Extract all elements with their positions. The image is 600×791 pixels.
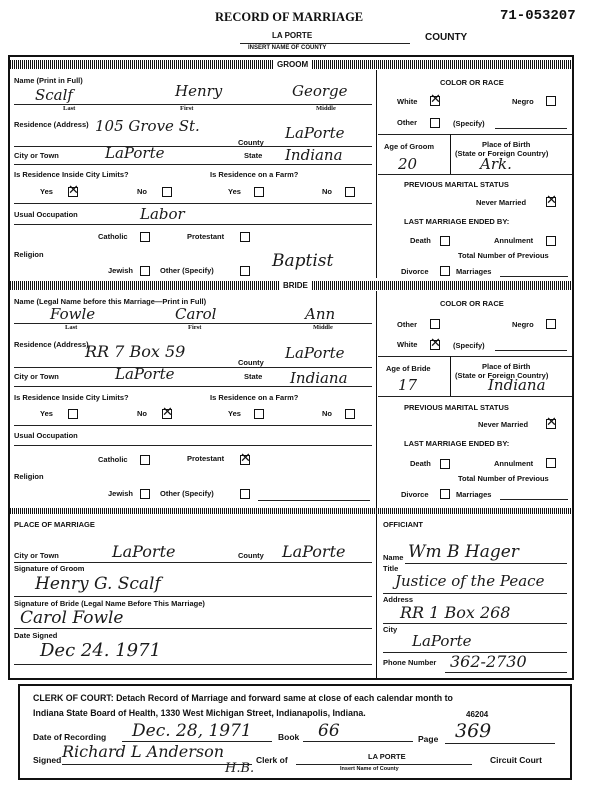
bride-race-bottom [378, 356, 572, 357]
bride-first-sub: First [188, 324, 202, 331]
groom-never-married-label: Never Married [476, 198, 527, 207]
groom-divorce-checkbox[interactable] [440, 266, 450, 276]
groom-middle-sub: Middle [316, 105, 336, 112]
place-city-line [14, 562, 372, 563]
groom-white-checkbox[interactable] [430, 96, 440, 106]
book-label: Book [278, 732, 300, 742]
bride-farm-label: Is Residence on a Farm? [210, 393, 299, 402]
bride-middle: Ann [305, 305, 336, 323]
bride-divorce-checkbox[interactable] [440, 489, 450, 499]
bride-farm-no-label: No [322, 409, 332, 418]
groom-specify-line [495, 128, 567, 129]
bride-divider [376, 291, 377, 509]
page-line [445, 743, 555, 744]
sig-groom-line [14, 596, 372, 597]
clerk-county-line [296, 764, 472, 765]
sig-groom-label: Signature of Groom [14, 564, 85, 573]
groom-last: Scalf [35, 86, 73, 104]
signed-label: Signed [33, 755, 62, 765]
groom-white-label: White [397, 97, 418, 106]
groom-city-label: City or Town [14, 151, 59, 160]
bride-birth-sub: (State or Foreign Country) [455, 371, 549, 380]
groom-protestant-label: Protestant [187, 232, 225, 241]
bride-city: LaPorte [115, 365, 175, 383]
officiant-address: RR 1 Box 268 [400, 603, 511, 622]
groom-race-label: COLOR OR RACE [440, 78, 504, 87]
clerk-signature: Richard L Anderson [62, 742, 225, 761]
groom-banner: GROOM [274, 60, 311, 69]
officiant-phone: 362-2730 [450, 652, 527, 671]
groom-last-ended-label: LAST MARRIAGE ENDED BY: [404, 217, 510, 226]
bride-annulment-checkbox[interactable] [546, 458, 556, 468]
bride-city-line [14, 386, 372, 387]
groom-occupation: Labor [140, 205, 185, 223]
groom-other-checkbox[interactable] [240, 266, 250, 276]
bride-age: 17 [398, 376, 418, 394]
groom-birth-label: Place of Birth [482, 140, 531, 149]
officiant-name-line [405, 563, 567, 564]
sig-bride-line [14, 628, 372, 629]
groom-age-label: Age of Groom [384, 142, 434, 151]
groom-first-sub: First [180, 105, 194, 112]
groom-death-label: Death [410, 236, 431, 245]
groom-age: 20 [398, 155, 418, 173]
groom-farm-no-checkbox[interactable] [345, 187, 355, 197]
groom-state: Indiana [285, 146, 343, 164]
bride-birth-label: Place of Birth [482, 362, 531, 371]
bride-address: RR 7 Box 59 [85, 342, 186, 361]
groom-address: 105 Grove St. [95, 117, 200, 135]
groom-marriages-line [500, 276, 568, 277]
bride-specify-label: (Specify) [453, 341, 485, 350]
officiant-address-label: Address [383, 595, 414, 604]
bride-occ-line [14, 445, 372, 446]
county-label: COUNTY [425, 32, 468, 43]
officiant-title: Justice of the Peace [395, 572, 545, 590]
groom-divider [376, 70, 377, 278]
bride-farm-no-checkbox[interactable] [345, 409, 355, 419]
bride-county: LaPorte [285, 344, 345, 362]
bride-occupation-label: Usual Occupation [14, 431, 78, 440]
groom-jewish-checkbox[interactable] [140, 266, 150, 276]
bride-race-label: COLOR OR RACE [440, 299, 504, 308]
bride-catholic-label: Catholic [98, 455, 128, 464]
sig-bride: Carol Fowle [20, 608, 124, 628]
officiant-city: LaPorte [412, 632, 472, 650]
circuit-court-label: Circuit Court [490, 755, 542, 765]
groom-state-label: State [244, 151, 263, 160]
book-line [303, 741, 413, 742]
bride-catholic-checkbox[interactable] [140, 455, 150, 465]
groom-annulment-checkbox[interactable] [546, 236, 556, 246]
bride-age-label: Age of Bride [386, 364, 431, 373]
place-county: LaPorte [282, 542, 346, 561]
groom-middle: George [292, 82, 348, 100]
groom-city: LaPorte [105, 144, 165, 162]
bride-marriages-label: Marriages [456, 490, 492, 499]
bride-divorce-label: Divorce [401, 490, 429, 499]
groom-farm-yes-checkbox[interactable] [254, 187, 264, 197]
county-underline [240, 43, 410, 44]
bride-banner: BRIDE [280, 281, 311, 290]
groom-prev-status-label: PREVIOUS MARITAL STATUS [404, 180, 509, 189]
officiant-title-line [383, 593, 567, 594]
groom-race-bottom [378, 134, 572, 135]
groom-divorce-label: Divorce [401, 267, 429, 276]
groom-birth-sub: (State or Foreign Country) [455, 149, 549, 158]
page-label: Page [418, 734, 439, 744]
bride-city-no-label: No [137, 409, 147, 418]
bride-age-line [378, 396, 572, 397]
sig-groom: Henry G. Scalf [35, 574, 161, 594]
groom-catholic-label: Catholic [98, 232, 128, 241]
bride-inside-city-label: Is Residence Inside City Limits? [14, 393, 129, 402]
date-signed-label: Date Signed [14, 631, 58, 640]
bride-marriages-line [500, 499, 568, 500]
bride-res-line [14, 367, 372, 368]
bride-city-yes-checkbox[interactable] [68, 409, 78, 419]
groom-residence-label: Residence (Address) [14, 120, 89, 129]
bride-death-checkbox[interactable] [440, 459, 450, 469]
county-name: LA PORTE [272, 31, 313, 40]
date-signed-line [14, 664, 372, 665]
date-recording: Dec. 28, 1971 [132, 721, 252, 741]
bride-city-no-checkbox[interactable] [162, 409, 172, 419]
groom-city-yes-checkbox[interactable] [68, 187, 78, 197]
bride-other-race-label: Other [397, 320, 418, 329]
officiant-phone-label: Phone Number [383, 658, 437, 667]
bride-middle-sub: Middle [313, 324, 333, 331]
clerk-instruction-1: CLERK OF COURT: Detach Record of Marriage and forward same at close of each calendar month to [33, 693, 453, 703]
bride-state-label: State [244, 372, 263, 381]
bride-death-label: Death [410, 459, 431, 468]
officiant-name: Wm B Hager [408, 542, 519, 562]
groom-occupation-label: Usual Occupation [14, 210, 78, 219]
bride-other-line [258, 500, 370, 501]
bride-last-sub: Last [65, 324, 78, 331]
bride-never-married-checkbox[interactable] [546, 419, 556, 429]
signed-line [62, 764, 252, 765]
bride-negro-label: Negro [512, 320, 534, 329]
clerk-instruction-2: Indiana State Board of Health, 1330 West Michigan Street, Indianapolis, Indiana. [33, 708, 366, 718]
groom-city-no-label: No [137, 187, 147, 196]
page-number: 369 [455, 720, 492, 742]
groom-first: Henry [175, 82, 223, 100]
officiant-title-label: Title [383, 564, 399, 573]
bride-county-label: County [238, 358, 264, 367]
place-marriage-label: PLACE OF MARRIAGE [14, 520, 95, 529]
bride-limits-line [14, 425, 372, 426]
bride-birthplace: Indiana [488, 376, 546, 394]
groom-specify-label: (Specify) [453, 119, 485, 128]
groom-limits-line [14, 203, 372, 204]
groom-never-married-checkbox[interactable] [546, 197, 556, 207]
book-number: 66 [318, 721, 340, 741]
clerk-initials: H.B. [225, 761, 255, 776]
bride-residence-label: Residence (Address) [14, 340, 89, 349]
groom-inside-city-label: Is Residence Inside City Limits? [14, 170, 129, 179]
groom-other-label: Other (Specify) [160, 266, 214, 275]
groom-farm-yes-label: Yes [228, 187, 241, 196]
officiant-address-line [383, 623, 567, 624]
groom-county: LaPorte [285, 124, 345, 142]
groom-catholic-checkbox[interactable] [140, 232, 150, 242]
clerk-zip: 46204 [466, 710, 489, 719]
groom-last-sub: Last [63, 105, 76, 112]
bride-white-label: White [397, 340, 418, 349]
sig-bride-label: Signature of Bride (Legal Name Before This Marriage) [14, 599, 205, 608]
groom-protestant-checkbox[interactable] [240, 232, 250, 242]
bride-total-prev-label: Total Number of Previous [458, 474, 549, 483]
bride-never-married-label: Never Married [478, 420, 529, 429]
bride-state: Indiana [290, 369, 348, 387]
groom-death-checkbox[interactable] [440, 236, 450, 246]
date-recording-label: Date of Recording [33, 732, 107, 742]
officiant-phone-line [445, 672, 567, 673]
bride-religion-label: Religion [14, 472, 44, 481]
place-county-label: County [238, 551, 264, 560]
clerk-of-label: Clerk of [256, 755, 288, 765]
bride-farm-yes-label: Yes [228, 409, 241, 418]
bride-white-checkbox[interactable] [430, 340, 440, 350]
groom-county-label: County [238, 138, 264, 147]
groom-age-line [378, 174, 572, 175]
groom-jewish-label: Jewish [108, 266, 134, 275]
officiant-label: OFFICIANT [383, 520, 423, 529]
bride-city-label: City or Town [14, 372, 59, 381]
groom-negro-checkbox[interactable] [546, 96, 556, 106]
bride-name-label: Name (Legal Name before this Marriage—Print in Full) [14, 297, 207, 306]
groom-city-no-checkbox[interactable] [162, 187, 172, 197]
bride-first: Carol [175, 305, 217, 323]
insert-county-label: INSERT NAME OF COUNTY [248, 45, 327, 51]
groom-farm-no-label: No [322, 187, 332, 196]
bride-other-checkbox[interactable] [240, 489, 250, 499]
groom-other-race-checkbox[interactable] [430, 118, 440, 128]
groom-religion-other: Baptist [272, 251, 334, 271]
bride-specify-line [495, 350, 567, 351]
clerk-county: LA PORTE [368, 752, 406, 761]
bride-protestant-label: Protestant [187, 454, 225, 463]
bride-other-label: Other (Specify) [160, 489, 214, 498]
groom-total-prev-label: Total Number of Previous [458, 251, 549, 260]
officiant-name-label: Name [383, 553, 404, 562]
bride-last-ended-label: LAST MARRIAGE ENDED BY: [404, 439, 510, 448]
place-city-label: City or Town [14, 551, 59, 560]
record-number: 71-053207 [500, 8, 576, 24]
groom-name-label: Name (Print in Full) [14, 76, 83, 85]
date-signed: Dec 24. 1971 [40, 640, 162, 661]
bride-age-divider [450, 356, 451, 396]
groom-occ-line [14, 224, 372, 225]
bride-prev-status-label: PREVIOUS MARITAL STATUS [404, 403, 509, 412]
groom-marriages-label: Marriages [456, 267, 492, 276]
groom-city-yes-label: Yes [40, 187, 53, 196]
groom-negro-label: Negro [512, 97, 534, 106]
bride-city-yes-label: Yes [40, 409, 53, 418]
groom-other-race-label: Other [397, 118, 418, 127]
bottom-separator-bar [10, 508, 572, 514]
bride-farm-yes-checkbox[interactable] [254, 409, 264, 419]
groom-birthplace: Ark. [480, 155, 512, 173]
bride-other-race-checkbox[interactable] [430, 319, 440, 329]
groom-city-line [14, 164, 372, 165]
bride-jewish-checkbox[interactable] [140, 489, 150, 499]
place-city: LaPorte [112, 542, 176, 561]
insert-county-sub: Insert Name of County [340, 766, 399, 772]
bride-negro-checkbox[interactable] [546, 319, 556, 329]
groom-age-divider [450, 134, 451, 174]
form-title: RECORD OF MARRIAGE [215, 10, 364, 24]
officiant-city-label: City [383, 625, 398, 634]
groom-farm-label: Is Residence on a Farm? [210, 170, 299, 179]
groom-annulment-label: Annulment [494, 236, 534, 245]
groom-religion-label: Religion [14, 250, 44, 259]
bride-jewish-label: Jewish [108, 489, 134, 498]
bride-protestant-checkbox[interactable] [240, 455, 250, 465]
bride-last: Fowle [50, 305, 96, 323]
place-divider [376, 514, 377, 680]
bride-annulment-label: Annulment [494, 459, 534, 468]
